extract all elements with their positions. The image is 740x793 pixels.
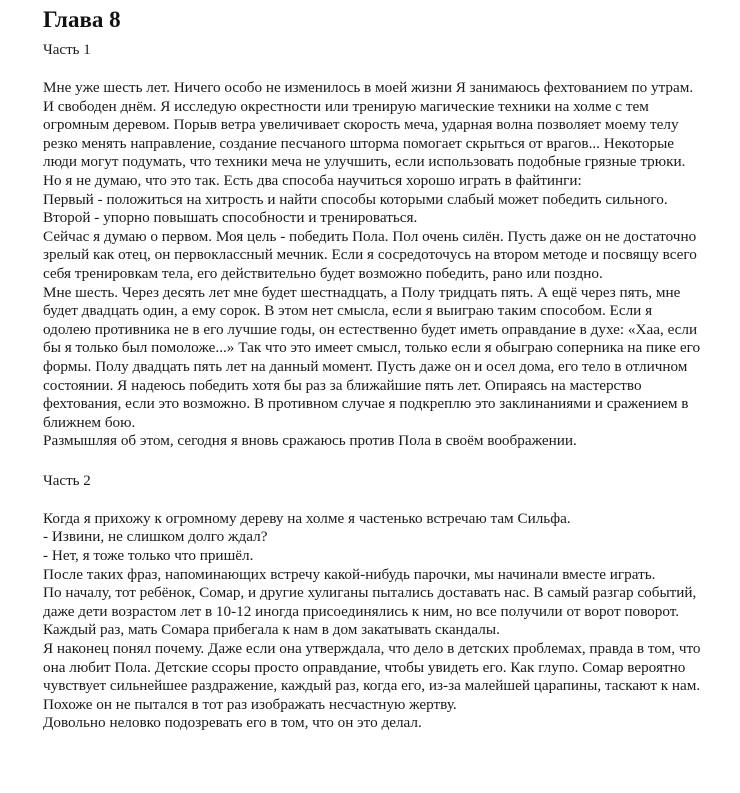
part-heading: Часть 1 [43, 42, 91, 58]
paragraph: После таких фраз, напоминающих встречу какой-нибудь парочки, мы начинали вместе играть. [43, 565, 656, 583]
paragraph: - Извини, не слишком долго ждал? [43, 528, 268, 546]
paragraph: Мне уже шесть лет. Ничего особо не изменилось в моей жизни Я занимаюсь фехтованием по утрам. И свободен днём. Я исследую окрестности или тренирую магические техники на холме с тем огромным деревом. Порыв ветра увеличивает скорость меча, ударная волна позволяет моему телу резко менять направление, создание песчаного шторма помогает скрыться от врагов... Некоторые люди могут подумать, что техники меча не улучшить, если использовать подобные грязные трюки. Но я не думаю, что это так. Есть два способа научиться хорошо играть в файтинги: [43, 79, 694, 189]
paragraph: По началу, тот ребёнок, Сомар, и другие хулиганы пытались доставать нас. В самый разгар событий, даже дети возрастом лет в 10-12 иногда присоединялись к ним, но все получили от ворот поворот. Каждый раз, мать Сомара прибегала к нам в дом закатывать скандалы. [43, 584, 697, 639]
paragraph: Я наконец понял почему. Даже если она утверждала, что дело в детских проблемах, правда в том, что она любит Пола. Детские ссоры просто оправдание, чтобы увидеть его. Как глупо. Сомар вероятно чувствует сильнейшее раздражение, каждый раз, когда его, из-за малейшей царапины, таскают к нам. Похоже он не пытался в тот раз изображать несчастную жертву. [43, 640, 701, 713]
chapter-title: Глава 8 [43, 7, 121, 32]
part-heading: Часть 2 [43, 472, 91, 489]
paragraph: Второй - упорно повышать способности и тренироваться. [43, 209, 418, 227]
part-body [43, 510, 703, 733]
document-page [43, 6, 703, 733]
part-2 [43, 472, 703, 733]
paragraph: Довольно неловко подозревать его в том, что он это делал. [43, 714, 422, 732]
paragraph: Мне шесть. Через десять лет мне будет шестнадцать, а Полу тридцать пять. А ещё через пять, мне будет двадцать один, а ему сорок. В этом нет смысла, если я выиграю таким способом. Если я одолею противника не в его лучшие годы, он естественно будет иметь оправдание в духе: «Хаа, если бы я только был помоложе...» Так что это имеет смысл, только если я обыграю соперника на пике его формы. Полу двадцать пять лет на данный момент. Пусть даже он и осел дома, его тело в отличном состоянии. Я надеюсь победить хотя бы раз за ближайшие пять лет. Опираясь на мастерство фехтования, если это возможно. В противном случае я подкреплю это заклинаниями и сражением в ближнем бою. [43, 283, 701, 431]
part-1 [43, 41, 703, 451]
paragraph: Когда я прихожу к огромному дереву на холме я частенько встречаю там Сильфа. [43, 509, 571, 527]
part-body [43, 79, 703, 451]
paragraph: Первый - положиться на хитрость и найти способы которыми слабый может победить сильного. [43, 190, 668, 208]
paragraph: Размышляя об этом, сегодня я вновь сражаюсь против Пола в своём воображении. [43, 432, 577, 450]
paragraph: Сейчас я думаю о первом. Моя цель - победить Пола. Пол очень силён. Пусть даже он не достаточно зрелый как отец, он первоклассный мечник. Если я сосредоточусь на втором методе и посвящу всего себя тренировкам тела, его действительно будет возможно победить, рано или поздно. [43, 227, 697, 282]
paragraph: - Нет, я тоже только что пришёл. [43, 547, 254, 565]
